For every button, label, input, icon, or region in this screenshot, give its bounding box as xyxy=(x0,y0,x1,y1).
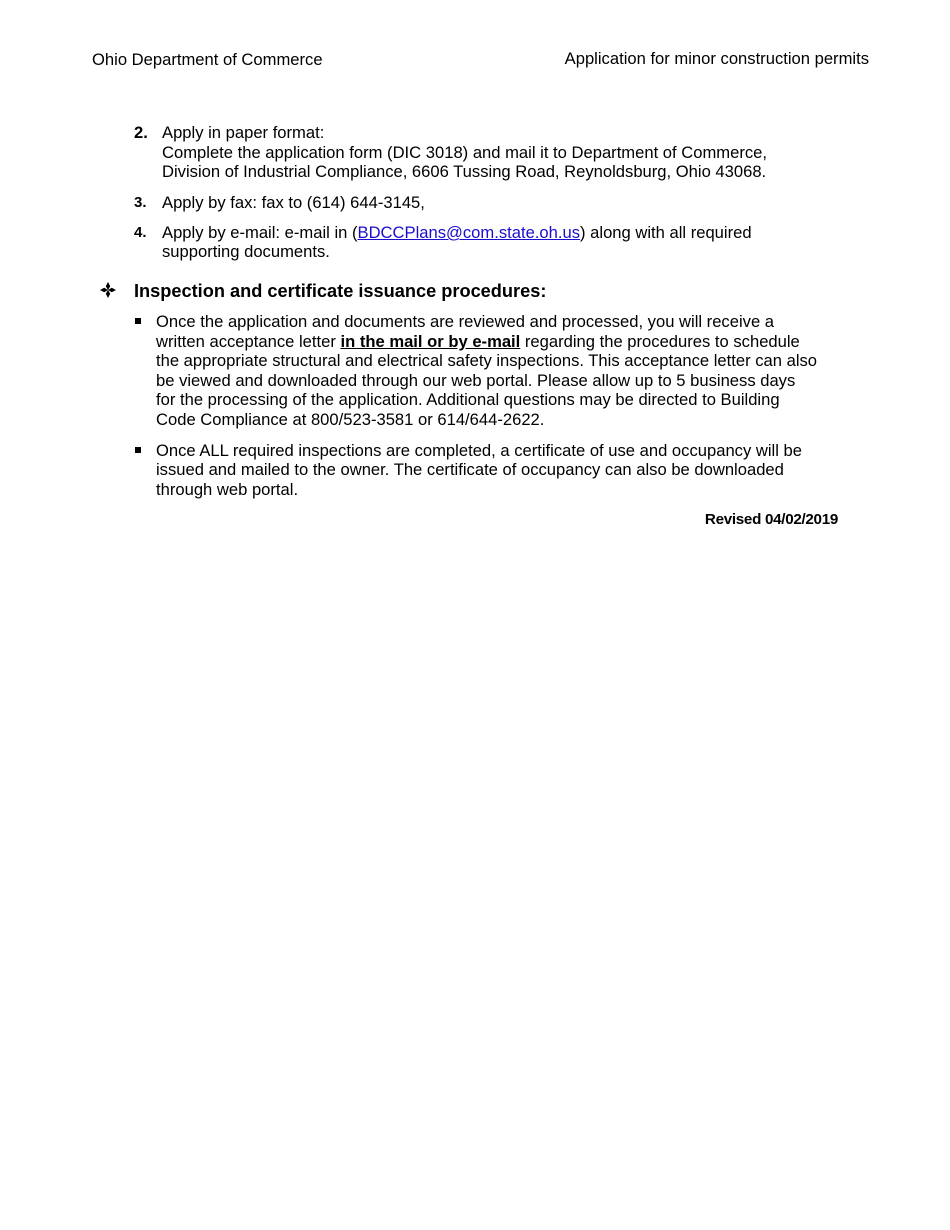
bullet-text-line: for the processing of the application. Additional questions may be directed to Building xyxy=(156,390,780,409)
emphasis-text: in the mail or by e-mail xyxy=(340,332,521,351)
item-text-fragment: Apply by e-mail: e-mail in ( xyxy=(162,223,358,242)
header-right-title: Application for minor construction permits xyxy=(564,49,869,68)
section-heading: Inspection and certificate issuance procedures: xyxy=(134,281,547,301)
item-number: 3. xyxy=(134,194,147,211)
item-text-line: supporting documents. xyxy=(162,242,330,261)
bullet-text-line: the appropriate structural and electrical safety inspections. This acceptance letter can also xyxy=(156,351,818,370)
item-text-line: Complete the application form (DIC 3018) and mail it to Department of Commerce, xyxy=(162,143,768,162)
bullet-text-line: Once the application and documents are reviewed and processed, you will receive a xyxy=(156,312,775,331)
item-number: 2. xyxy=(134,123,148,142)
bullet-text-line: through web portal. xyxy=(156,480,299,499)
item-text-line xyxy=(162,223,752,243)
bullet-text-line xyxy=(156,332,800,352)
bullet-text-line: be viewed and downloaded through our web portal. Please allow up to 5 business days xyxy=(156,371,796,390)
square-bullet-icon xyxy=(135,447,141,453)
item-number: 4. xyxy=(134,224,147,241)
item-text-line: Apply by fax: fax to (614) 644-3145, xyxy=(162,193,425,212)
square-bullet-icon xyxy=(135,318,141,324)
diamond-bullet-icon xyxy=(98,280,118,300)
item-text-fragment: ) along with all required xyxy=(580,223,752,242)
email-link[interactable]: BDCCPlans@com.state.oh.us xyxy=(357,223,581,242)
item-text-line: Division of Industrial Compliance, 6606 Tussing Road, Reynoldsburg, Ohio 43068. xyxy=(162,162,767,181)
bullet-text-line: issued and mailed to the owner. The certificate of occupancy can also be downloaded xyxy=(156,460,784,479)
bullet-text-line: Code Compliance at 800/523-3581 or 614/644-2622. xyxy=(156,410,545,429)
header-left-title: Ohio Department of Commerce xyxy=(92,50,323,69)
revised-date: Revised 04/02/2019 xyxy=(704,511,838,528)
bullet-text-fragment: regarding the procedures to schedule xyxy=(520,332,800,351)
item-text-line: Apply in paper format: xyxy=(162,123,325,142)
bullet-text-fragment: written acceptance letter xyxy=(156,332,341,351)
bullet-text-line: Once ALL required inspections are completed, a certificate of use and occupancy will be xyxy=(156,441,802,460)
